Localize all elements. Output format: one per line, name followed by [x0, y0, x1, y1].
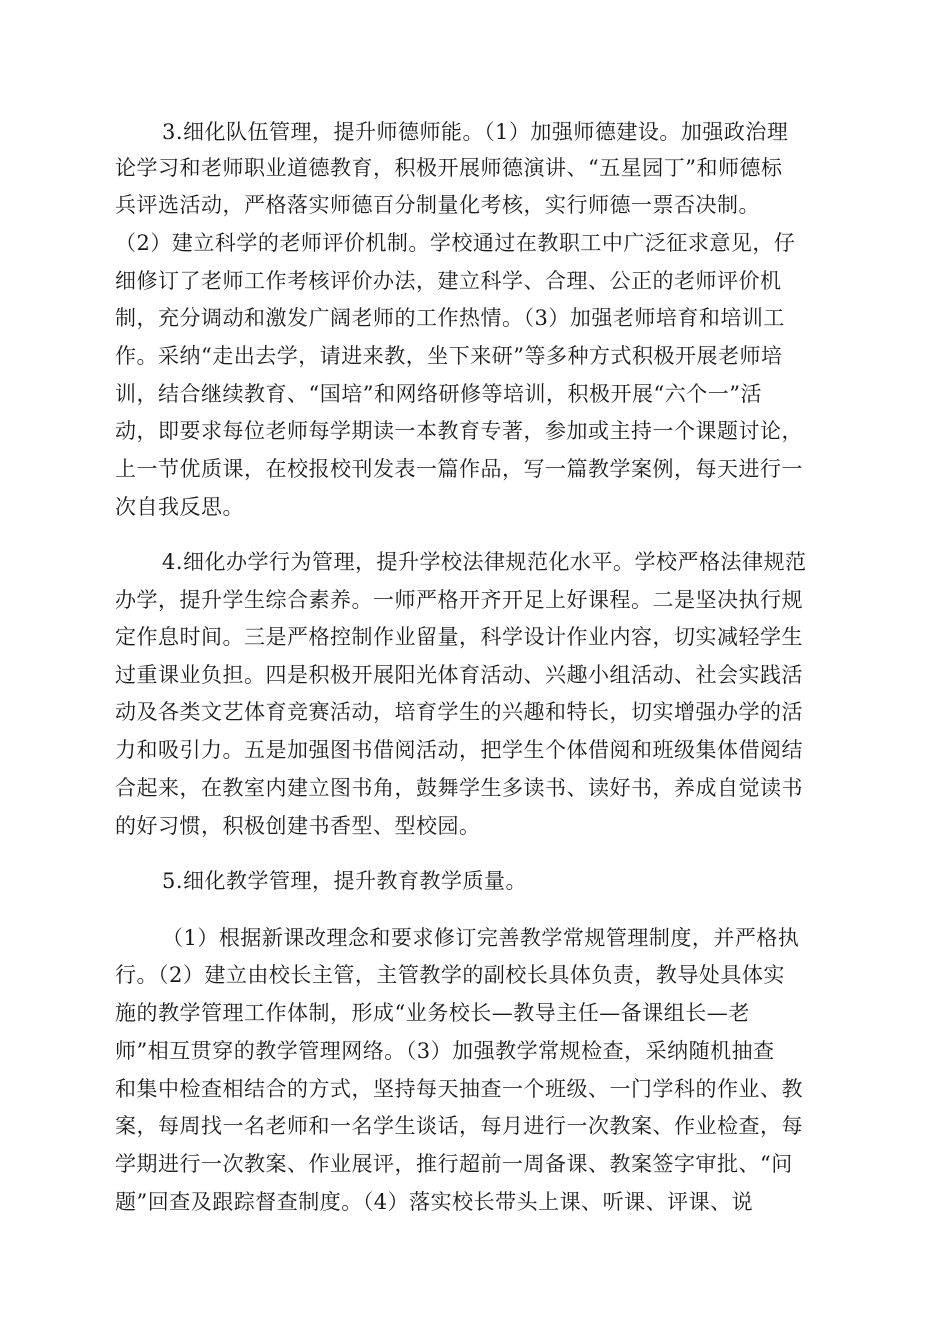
text-line: 论学习和老师职业道德教育，积极开展师德演讲、“五星园丁”和师德标	[115, 156, 783, 180]
text-line: 过重课业负担。四是积极开展阳光体育活动、兴趣小组活动、社会实践活	[115, 663, 803, 687]
text-line: 制，充分调动和激发广阔老师的工作热情。（3）加强老师培育和培训工	[115, 306, 785, 330]
text-line: 次自我反思。	[115, 495, 244, 519]
text-line: （1）根据新课改理念和要求修订完善教学常规管理制度，并严格执	[162, 926, 800, 950]
text-line: 学期进行一次教案、作业展评，推行超前一周备课、教案签字审批、“问	[115, 1152, 793, 1176]
text-line: （2）建立科学的老师评价机制。学校通过在教职工中广泛征求意见，仔	[115, 231, 796, 255]
text-line: 的好习惯，积极创建书香型、型校园。	[115, 814, 481, 838]
text-line: 作。采纳“走出去学，请进来教，坐下来研”等多种方式积极开展老师培	[115, 344, 783, 368]
section-heading: 5.细化教学管理，提升教育教学质量。	[162, 869, 528, 893]
text-line: 细修订了老师工作考核评价办法，建立科学、合理、公正的老师评价机	[115, 269, 782, 293]
text-line: 合起来，在教室内建立图书角，鼓舞学生多读书、读好书，养成自觉读书	[115, 776, 803, 800]
text-line: 4.细化办学行为管理，提升学校法律规范化水平。学校严格法律规范	[162, 550, 807, 574]
text-line: 行。（2）建立由校长主管，主管教学的副校长具体负责，教导处具体实	[115, 963, 785, 987]
text-line: 训，结合继续教育、“国培”和网络研修等培训，积极开展“六个一”活	[115, 382, 762, 406]
text-line: 案，每周找一名老师和一名学生谈话，每月进行一次教案、作业检查，每	[115, 1114, 803, 1138]
text-line: 办学，提升学生综合素养。一师严格开齐开足上好课程。二是坚决执行规	[115, 588, 803, 612]
text-line: 师”相互贯穿的教学管理网络。（3）加强教学常规检查，采纳随机抽查	[115, 1039, 775, 1063]
text-line: 力和吸引力。五是加强图书借阅活动，把学生个体借阅和班级集体借阅结	[115, 738, 803, 762]
text-line: 题”回查及跟踪督查制度。（4）落实校长带头上课、听课、评课、说	[115, 1190, 754, 1214]
text-line: 动及各类文艺体育竞赛活动，培育学生的兴趣和特长，切实增强办学的活	[115, 700, 803, 724]
text-line: 和集中检查相结合的方式，坚持每天抽查一个班级、一门学科的作业、教	[115, 1077, 803, 1101]
text-line: 上一节优质课，在校报校刊发表一篇作品，写一篇教学案例，每天进行一	[115, 457, 803, 481]
text-line: 兵评选活动，严格落实师德百分制量化考核，实行师德一票否决制。	[115, 193, 760, 217]
text-line: 定作息时间。三是严格控制作业留量，科学设计作业内容，切实减轻学生	[115, 625, 803, 649]
text-line: 施的教学管理工作体制，形成“业务校长—教导主任—备课组长—老	[115, 1001, 750, 1025]
text-line: 3.细化队伍管理，提升师德师能。（1）加强师德建设。加强政治理	[162, 120, 789, 144]
text-line: 动，即要求每位老师每学期读一本教育专著，参加或主持一个课题讨论，	[115, 419, 803, 443]
